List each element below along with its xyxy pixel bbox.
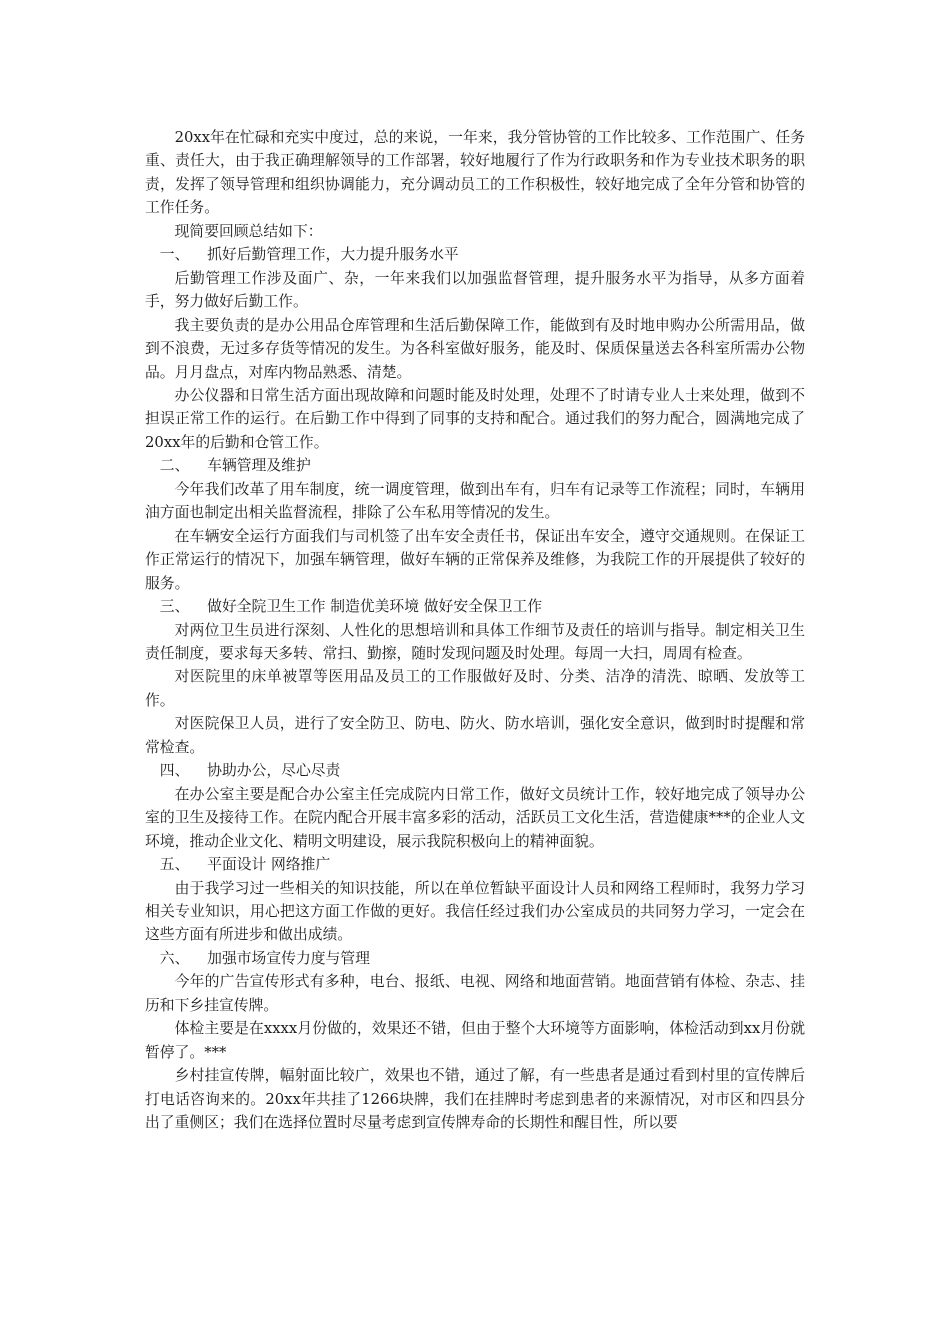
paragraph: 今年的广告宣传形式有多种，电台、报纸、电视、网络和地面营销。地面营销有体检、杂志、挂历和下乡挂宣传牌。 <box>145 973 805 1014</box>
section-title: 车辆管理及维护 <box>207 457 311 475</box>
section-number: 二、 <box>159 457 190 475</box>
section-heading-1 <box>145 243 805 266</box>
paragraph: 今年我们改革了用车制度，统一调度管理，做到出车有，归车有记录等工作流程；同时，车辆用油方面也制定出相关监督流程，排除了公车私用等情况的发生。 <box>145 480 805 522</box>
section-heading-6 <box>145 947 805 970</box>
section-title: 平面设计 网络推广 <box>207 856 331 874</box>
section-heading-4 <box>145 759 805 782</box>
section-number: 一、 <box>159 246 190 264</box>
section-title: 加强市场宣传力度与管理 <box>207 949 370 967</box>
section-number: 四、 <box>159 762 190 780</box>
section-heading-3 <box>145 595 805 618</box>
paragraph: 在办公室主要是配合办公室主任完成院内日常工作，做好文员统计工作，较好地完成了领导办公室的卫生及接待工作。在院内配合开展丰富多彩的活动，活跃员工文化生活，营造健康***的企业人文环境，推动企业文化、精明文明建设，展示我院积极向上的精神面貌。 <box>145 785 805 850</box>
paragraph: 在车辆安全运行方面我们与司机签了出车安全责任书，保证出车安全，遵守交通规则。在保证工作正常运行的情况下，加强车辆管理，做好车辆的正常保养及维修，为我院工作的开展提供了较好的服务。 <box>145 527 805 592</box>
paragraph: 由于我学习过一些相关的知识技能，所以在单位暂缺平面设计人员和网络工程师时，我努力学习相关专业知识，用心把这方面工作做的更好。我信任经过我们办公室成员的共同努力学习，一定会在这些方面有所进步和做出成绩。 <box>145 879 805 944</box>
paragraph: 对医院里的床单被罩等医用品及员工的工作服做好及时、分类、洁净的清洗、晾晒、发放等工作。 <box>145 668 805 709</box>
section-title: 抓好后勤管理工作，大力提升服务水平 <box>207 246 459 264</box>
section-title: 做好全院卫生工作 制造优美环境 做好安全保卫工作 <box>207 598 543 616</box>
paragraph: 乡村挂宣传牌，幅射面比较广，效果也不错，通过了解，有一些患者是通过看到村里的宣传牌后打电话咨询来的。20xx年共挂了1266块牌，我们在挂牌时考虑到患者的来源情况，对市区和四县分出了重侧区；我们在选择位置时尽量考虑到宣传牌寿命的长期性和醒目性，所以要 <box>145 1067 805 1132</box>
paragraph: 办公仪器和日常生活方面出现故障和问题时能及时处理，处理不了时请专业人士来处理，做到不担误正常工作的运行。在后勤工作中得到了同事的支持和配合。通过我们的努力配合，圆满地完成了20xx年的后勤和仓管工作。 <box>145 386 805 451</box>
paragraph: 我主要负责的是办公用品仓库管理和生活后勤保障工作，能做到有及时地申购办公所需用品，做到不浪费，无过多存货等情况的发生。为各科室做好服务，能及时、保质保量送去各科室所需办公物品。月月盘点，对库内物品熟悉、清楚。 <box>145 316 805 381</box>
section-heading-2 <box>145 454 805 477</box>
section-number: 三、 <box>159 598 190 616</box>
paragraph: 体检主要是在xxxx月份做的，效果还不错，但由于整个大环境等方面影响，体检活动到xx月份就暂停了。*** <box>145 1020 805 1061</box>
section-number: 五、 <box>159 856 190 874</box>
section-heading-5 <box>145 853 805 876</box>
section-number: 六、 <box>159 949 190 967</box>
paragraph: 对医院保卫人员，进行了安全防卫、防电、防火、防水培训，强化安全意识，做到时时提醒和常常检查。 <box>145 715 805 756</box>
paragraph: 对两位卫生员进行深刻、人性化的思想培训和具体工作细节及责任的培训与指导。制定相关卫生责任制度，要求每天多转、常扫、勤擦，随时发现问题及时处理。每周一大扫，周周有检查。 <box>145 621 805 662</box>
paragraph: 后勤管理工作涉及面广、杂，一年来我们以加强监督管理，提升服务水平为指导，从多方面着手，努力做好后勤工作。 <box>145 269 805 311</box>
paragraph-summary-lead: 现简要回顾总结如下： <box>174 222 323 240</box>
section-title: 协助办公，尽心尽责 <box>207 762 341 780</box>
paragraph-intro: 20xx年在忙碌和充实中度过，总的来说，一年来，我分管协管的工作比较多、工作范围广、任务重、责任大，由于我正确理解领导的工作部署，较好地履行了作为行政职务和作为专业技术职务的职责，发挥了领导管理和组织协调能力，充分调动员工的工作积极性，较好地完成了全年分管和协管的工作任务。 <box>145 129 805 217</box>
document-body <box>145 126 805 1134</box>
